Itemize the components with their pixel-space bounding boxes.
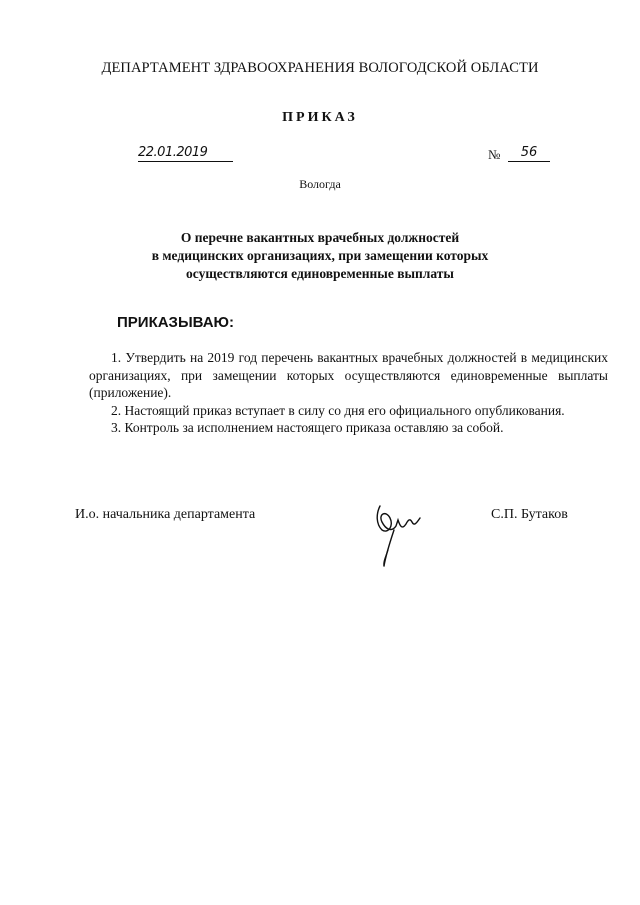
subject-line: осуществляются единовременные выплаты — [186, 266, 454, 281]
signer-name: С.П. Бутаков — [491, 507, 568, 522]
order-number-label: № — [488, 147, 501, 162]
order-items — [89, 349, 608, 437]
order-date: 22.01.2019 — [138, 145, 233, 162]
order-item: 3. Контроль за исполнением настоящего приказа оставляю за собой. — [111, 420, 504, 435]
signer-position: И.о. начальника департамента — [75, 507, 256, 522]
subject-line: О перечне вакантных врачебных должностей — [180, 230, 460, 245]
department-name: ДЕПАРТАМЕНТ ЗДРАВООХРАНЕНИЯ ВОЛОГОДСКОЙ ОБЛАСТИ — [101, 60, 539, 76]
document-type: ПРИКАЗ — [282, 110, 358, 125]
order-directive: ПРИКАЗЫВАЮ: — [117, 314, 235, 331]
order-number: 56 — [508, 145, 550, 162]
order-item: 1. Утвердить на 2019 год перечень вакантных врачебных должностей в медицинских организациях, при замещении которых осуществляются единовременные выплаты (приложение). — [89, 350, 608, 400]
order-item: 2. Настоящий приказ вступает в силу со дня его официального опубликования. — [111, 402, 565, 418]
order-subject — [0, 229, 640, 283]
subject-line: в медицинских организациях, при замещении которых — [151, 248, 489, 263]
city: Вологда — [299, 177, 341, 191]
handwritten-signature — [368, 496, 428, 572]
